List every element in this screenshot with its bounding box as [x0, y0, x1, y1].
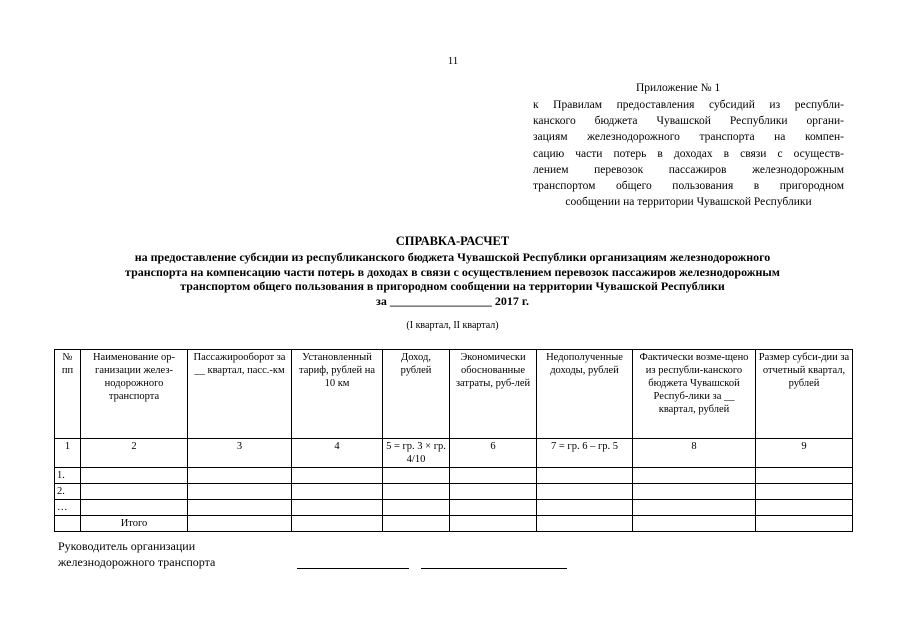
appendix-line: канского бюджета Чувашской Республики органи- — [533, 115, 844, 128]
table-cell — [55, 516, 81, 532]
appendix-line: транспортом общего пользования в пригородном — [533, 179, 844, 192]
table-cell — [383, 484, 450, 500]
header-cell-passenger-turnover: Пассажирооборот за __ квартал, пасс.-км — [188, 350, 292, 439]
signer-block — [58, 538, 215, 570]
header-cell-subsidy: Размер субси-дии за отчетный квартал, рублей — [756, 350, 853, 439]
table-cell — [188, 468, 292, 484]
table-cell — [756, 468, 853, 484]
header-cell-costs: Экономически обоснованные затраты, руб-лей — [450, 350, 537, 439]
row-number: 1. — [55, 468, 81, 484]
table-cell — [188, 516, 292, 532]
total-label: Итого — [81, 516, 188, 532]
signer-title: Руководитель организации — [58, 539, 196, 553]
column-number: 3 — [188, 439, 292, 468]
table-cell — [633, 500, 756, 516]
calculation-table — [54, 349, 853, 532]
total-row — [55, 516, 853, 532]
header-cell-tariff: Установленный тариф, рублей на 10 км — [292, 350, 383, 439]
table-cell — [383, 516, 450, 532]
table-cell — [292, 500, 383, 516]
column-number: 1 — [55, 439, 81, 468]
table-cell — [383, 500, 450, 516]
table-cell — [81, 484, 188, 500]
table-cell — [81, 468, 188, 484]
name-line — [421, 568, 567, 569]
row-number: … — [55, 500, 81, 516]
table-cell — [188, 500, 292, 516]
column-number: 6 — [450, 439, 537, 468]
quarter-hint: (I квартал, II квартал) — [406, 320, 499, 331]
signer-title: железнодорожного транспорта — [58, 555, 216, 569]
table-cell — [633, 484, 756, 500]
column-number: 5 = гр. 3 × гр. 4/10 — [383, 439, 450, 468]
appendix-title: Приложение № 1 — [636, 82, 721, 94]
table-cell — [537, 468, 633, 484]
table-row — [55, 468, 853, 484]
header-cell-organization: Наименование ор-ганизации желез-нодорожного транспорта — [81, 350, 188, 439]
table-cell — [292, 516, 383, 532]
table-cell — [633, 468, 756, 484]
table-cell — [537, 484, 633, 500]
subtitle-line: транспорта на компенсацию части потерь в доходах в связи с осуществлением перевозок пассажиров железнодорожным — [125, 264, 780, 279]
row-number: 2. — [55, 484, 81, 500]
page-number: 11 — [447, 55, 459, 67]
table-cell — [292, 468, 383, 484]
subtitle-line: на предоставление субсидии из республиканского бюджета Чувашской Республики организациям железнодорожного — [134, 250, 771, 264]
column-number: 4 — [292, 439, 383, 468]
document-title: СПРАВКА-РАСЧЕТ — [395, 234, 510, 248]
column-number: 9 — [756, 439, 853, 468]
table-cell — [633, 516, 756, 532]
document-subtitle — [40, 250, 865, 308]
appendix-line: зациям железнодорожного транспорта на компен- — [533, 131, 844, 144]
table-cell — [756, 500, 853, 516]
table-cell — [537, 500, 633, 516]
header-cell-lost-income: Недополученные доходы, рублей — [537, 350, 633, 439]
table-cell — [292, 484, 383, 500]
header-cell-reimbursed: Фактически возме-щено из республи-канского бюджета Чувашской Респуб-лики за __ квартал, рублей — [633, 350, 756, 439]
table-row — [55, 500, 853, 516]
subtitle-line: транспортом общего пользования в пригородном сообщении на территории Чувашской Республики — [180, 279, 725, 293]
table-cell — [756, 484, 853, 500]
appendix-line: сообщении на территории Чувашской Республики — [565, 196, 812, 209]
table-cell — [450, 484, 537, 500]
table-cell — [450, 516, 537, 532]
table-cell — [450, 500, 537, 516]
appendix-line: к Правилам предоставления субсидий из республи- — [533, 99, 844, 111]
column-number: 2 — [81, 439, 188, 468]
appendix-line: лением перевозок пассажиров железнодорожным — [533, 163, 844, 176]
table-row — [55, 484, 853, 500]
table-cell — [188, 484, 292, 500]
signature-line — [297, 568, 409, 569]
period-line: за _________________ 2017 г. — [376, 293, 529, 308]
table-cell — [383, 468, 450, 484]
table-cell — [756, 516, 853, 532]
header-cell-income: Доход, рублей — [383, 350, 450, 439]
header-cell-number: № пп — [55, 350, 81, 439]
table-cell — [81, 500, 188, 516]
appendix-text — [533, 97, 844, 210]
column-number: 7 = гр. 6 – гр. 5 — [537, 439, 633, 468]
column-number: 8 — [633, 439, 756, 468]
table-cell — [450, 468, 537, 484]
appendix-line: сацию части потерь в доходах в связи с осуществ- — [533, 147, 844, 160]
table-header-row — [55, 350, 853, 439]
table-cell — [537, 516, 633, 532]
column-number-row — [55, 439, 853, 468]
